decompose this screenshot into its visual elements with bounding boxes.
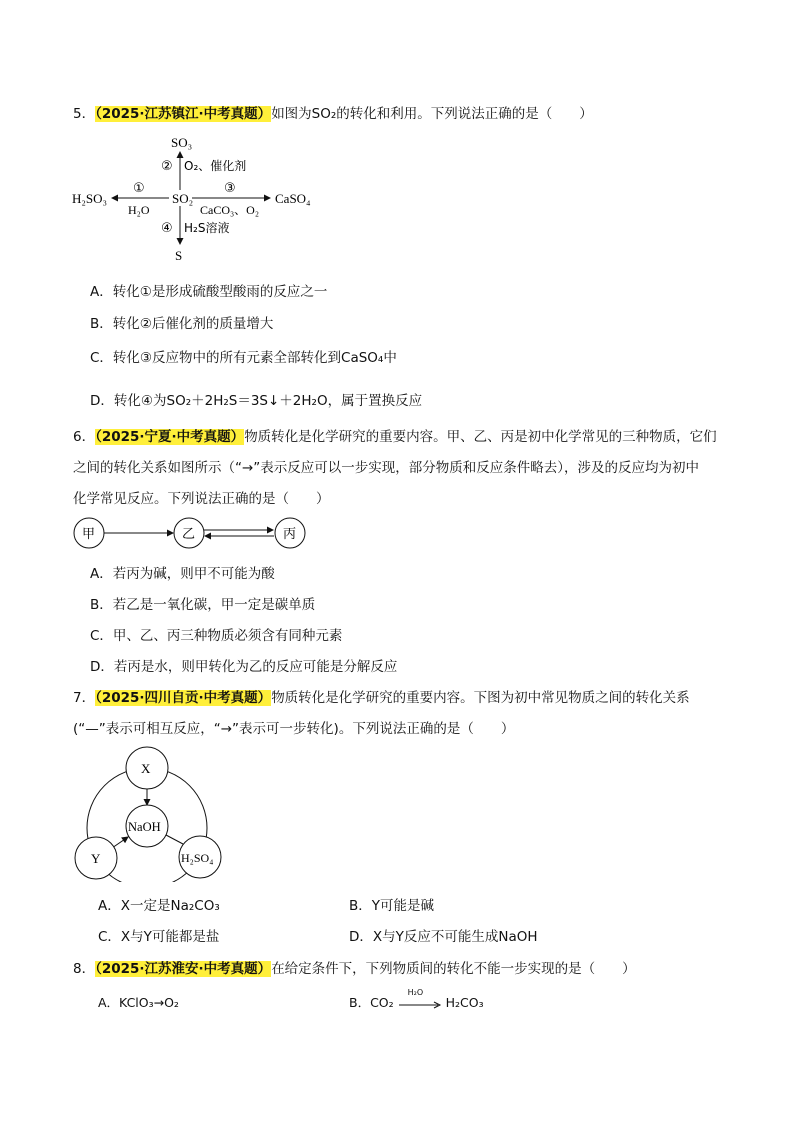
q5-stem-text: 如图为SO₂的转化和利用。下列说法正确的是（ ） (271, 106, 593, 122)
q5-node-left: H₂SO₃ (72, 191, 108, 206)
q5-number: 5． (73, 106, 96, 122)
q6-diagram (72, 515, 312, 551)
q7-number: 7． (73, 690, 96, 706)
q5-label-3-num: ③ (224, 181, 236, 196)
q6-option-a[interactable]: A．若丙为碱，则甲不可能为酸 (90, 566, 275, 582)
q5-option-d[interactable]: D．转化④为SO₂＋2H₂S＝3S↓＋2H₂O，属于置换反应 (90, 393, 423, 409)
q8-number: 8． (73, 961, 96, 977)
q5-source-badge: （2025·江苏镇江·中考真题） (95, 106, 272, 122)
q5-label-4-num: ④ (161, 221, 173, 236)
q6-stem-line1 (73, 425, 717, 445)
q8-stem-text: 在给定条件下，下列物质间的转化不能一步实现的是（ ） (271, 961, 636, 977)
q6-source-badge: （2025·宁夏·中考真题） (95, 429, 245, 445)
q8-stem (73, 957, 636, 977)
q7-option-b[interactable]: B．Y可能是碱 (349, 898, 435, 914)
q5-node-center: SO₂ (172, 191, 194, 206)
q7-node-x-label: X (141, 761, 151, 776)
q5-node-bottom: S (175, 248, 183, 263)
q6-number: 6． (73, 429, 96, 445)
q8-source-badge: （2025·江苏淮安·中考真题） (95, 961, 272, 977)
q6-node-bing-label: 丙 (283, 527, 297, 542)
q5-label-2-num: ② (161, 159, 173, 174)
q7-link-naoh-acid (166, 835, 183, 844)
q8-option-b-arrow (398, 987, 442, 1011)
q5-node-top: SO₃ (171, 135, 193, 150)
q6-stem-line3: 化学常见反应。下列说法正确的是（ ） (73, 491, 330, 507)
q7-source-badge: （2025·四川自贡·中考真题） (95, 690, 272, 706)
q6-option-b[interactable]: B．若乙是一氧化碳，甲一定是碳单质 (90, 597, 316, 613)
q5-diagram (70, 134, 330, 264)
q8-arrow-icon (398, 997, 442, 1011)
q6-stem-line2: 之间的转化关系如图所示（“→”表示反应可以一步实现，部分物质和反应条件略去），涉及的反应均为初中 (73, 460, 700, 476)
q6-node-yi-label: 乙 (182, 527, 196, 542)
q7-stem-text-1: 物质转化是化学研究的重要内容。下图为初中常见物质之间的转化关系 (271, 690, 690, 706)
q7-option-a[interactable]: A．X一定是Na₂CO₃ (98, 898, 220, 914)
q6-option-d[interactable]: D．若丙是水，则甲转化为乙的反应可能是分解反应 (90, 659, 398, 675)
q8-option-b-product: H₂CO₃ (445, 995, 484, 1010)
q7-stem-line1 (73, 686, 690, 706)
q5-label-1-num: ① (133, 181, 145, 196)
q5-stem (73, 102, 593, 122)
q7-option-d[interactable]: D．X与Y反应不可能生成NaOH (349, 929, 538, 945)
q5-label-1: H₂O (128, 203, 150, 217)
q7-diagram (70, 742, 230, 882)
q5-option-a[interactable]: A．转化①是形成硫酸型酸雨的反应之一 (90, 284, 328, 300)
q5-node-right: CaSO₄ (275, 191, 311, 206)
q7-node-h2so4-label: H₂SO₄ (181, 851, 214, 865)
q6-node-jia-label: 甲 (82, 527, 96, 542)
q5-label-3: CaCO₃、O₂ (200, 203, 260, 217)
q8-option-b[interactable] (349, 987, 484, 1011)
q5-option-b[interactable]: B．转化②后催化剂的质量增大 (90, 316, 274, 332)
q8-option-a[interactable]: A．KClO₃→O₂ (98, 995, 179, 1010)
q7-node-naoh-label: NaOH (128, 820, 161, 834)
q6-option-c[interactable]: C．甲、乙、丙三种物质必须含有同种元素 (90, 628, 343, 644)
q5-label-4: H₂S溶液 (184, 221, 230, 235)
q6-stem-text-1: 物质转化是化学研究的重要内容。甲、乙、丙是初中化学常见的三种物质，它们 (244, 429, 717, 445)
q5-label-2: O₂、催化剂 (184, 159, 247, 173)
q7-node-y-label: Y (91, 851, 101, 866)
q7-option-c[interactable]: C．X与Y可能都是盐 (98, 929, 220, 945)
q7-stem-line2: (“—”表示可相互反应，“→”表示可一步转化)。下列说法正确的是（ ） (73, 721, 515, 737)
q8-option-b-condition: H₂O (407, 987, 424, 997)
q7-arrow-y-naoh (112, 837, 128, 848)
q5-option-c[interactable]: C．转化③反应物中的所有元素全部转化到CaSO₄中 (90, 350, 397, 366)
q8-option-b-reactant: B．CO₂ (349, 995, 394, 1010)
